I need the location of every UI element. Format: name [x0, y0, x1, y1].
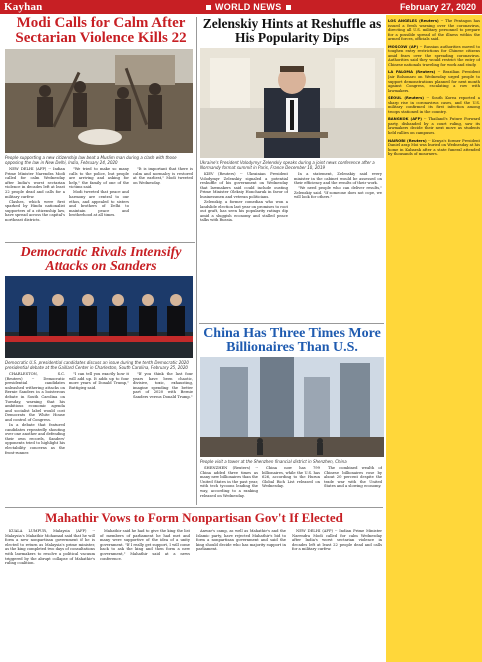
article-column: SHENZHEN (Reuters) -- China added three times as many new billionaires than the United States in the past year, with tech tycoons leading the way, according to a ranking released on Wednesday. [200, 466, 258, 498]
article-column: "It is important that there is calm and normalcy is restored at the earliest," Modi tweeted on Wednesday. [133, 167, 193, 185]
article-column: In a statement, Zelenskiy said every minister in the cabinet would be assessed on their efficiency and the results of their work. "We need people who can deliver results," Zelenskiy said. "If someone does not cope, we will look for others." [294, 172, 382, 200]
article-column: "I can tell you exactly how it will add up. It adds up to four more years of Donald Trump," Buttigieg said. [69, 372, 129, 390]
photo-caption: People supporting a new citizenship law beat a Muslim man during a clash with those opposing the law in New Delhi, India, February 24, 2020 [5, 155, 177, 165]
debate-photo [5, 276, 193, 358]
article-column: Anwar's camp, as well as Mahathir's and the Islamic party, have rejected Mahathir's bid to form a nonpartisan government and said the king should decide who has majority support in parliament. [196, 529, 286, 552]
article-column: CHARLESTON, S.C. (Reuters) -- Democratic presidential candidates unleashed withering attacks on Bernie Sanders in a boisterous debate in South Carolina on Tuesday, warning that his ambitious economic agenda and socialist label would cost Democrats the White House and control of Congress. In a debate that featured candidates repeatedly shouting over one another and defending their own records, Sanders' opponents tried to highlight his electability concerns as the front-runner. [5, 372, 65, 455]
headline-mahathir: Mahathir Vows to Form Nonpartisan Gov't If Elected [45, 510, 343, 525]
masthead-bar [0, 0, 482, 14]
headline-china-billionaires: China Has Three Times More Billionaires Than U.S. [203, 326, 381, 355]
news-in-brief-sidebar [386, 15, 482, 662]
brief-item: SEOUL (Reuters) -- South Korea reported a sharp rise in coronavirus cases, and the U.S. military confirmed its first infection among troops stationed in the country. [388, 96, 480, 114]
headline-zelenskiy: Zelenskiy Hints at Reshuffle as His Popularity Dips [202, 16, 382, 45]
headline-modi: Modi Calls for Calm After Sectarian Violence Kills 22 [15, 15, 187, 46]
photo-caption: People visit a tower at the Shenzhen financial district in Shenzhen, China [200, 459, 347, 464]
divider [5, 242, 195, 243]
square-bullet-icon [286, 5, 291, 10]
brief-item: LOS ANGELES (Reuters) -- The Pentagon has issued a fresh warning over the coronavirus, directing all U.S. military personnel to prepare for a possible spread of the illness within the armed forces, officials said. [388, 19, 480, 42]
article-column: KUALA LUMPUR, Malaysia (AFP) -- Malaysia's Mahathir Mohamad said that he will form a new nonpartisan government if he is elected to return as Malaysia's prime minister, as the king completed two days of consultations with lawmakers to resolve a political vacuum triggered by the abrupt collapse of Mahathir's ruling coalition. [5, 529, 95, 566]
brief-item: MOSCOW (AP) -- Russian authorities moved to toughen entry restrictions for Chinese citizens amid fears over the spreading coronavirus. Authorities said they would restrict the entry of Chinese nationals traveling for work and study. [388, 44, 480, 67]
article-column: The combined wealth of Chinese billionaires rose by about 20 percent despite the trade war with the United States and a slowing economy. [324, 466, 382, 489]
newspaper-logo: Kayhan [4, 1, 43, 13]
headline-democratic-rivals: Democratic Rivals Intensify Attacks on Sanders [20, 245, 182, 274]
article-column: "If you think the last four years have been chaotic, divisive, toxic, exhausting, imagine spending the better part of 2020 with Bernie Sanders versus Donald Trump." [133, 372, 193, 399]
article-column: NEW DELHI (AFP) -- Indian Prime Minister Narendra Modi called for calm Wednesday after India's worst sectarian violence in decades left at least 22 people dead and calls for a military curfew. Clashes, which were first sparked by Hindu nationalist supporters of a citizenship law, have spread across the capital's northeast districts. [5, 167, 65, 223]
article-column: NEW DELHI (AFP) -- Indian Prime Minister Narendra Modi called for calm Wednesday after India's worst sectarian violence in decades left at least 22 people dead and calls for a military curfew. [292, 529, 382, 552]
square-bullet-icon [206, 5, 211, 10]
article-column: KIEV (Reuters) -- Ukrainian President Volodymyr Zelenskiy signaled a potential reshuffle of his government on Wednesday that lawmakers said could include ousting Prime Minister Oleksiy Honcharuk in favor of businessmen and veteran politicians. Zelenskiy, a former comedian who won a landslide election last year on promises to root out graft, has seen his popularity ratings dip amid a sluggish economy and stalled peace talks with Russia. [200, 172, 288, 223]
issue-date: February 27, 2020 [399, 2, 476, 12]
column-divider [196, 17, 197, 505]
article-column: Mahathir said he had to give the king the list of members of parliament he had met and many were supportive of the idea of a unity government. "If I really get support, I will come back to ask the king and then form a new government," Mahathir said at a news conference. [100, 529, 190, 561]
shenzhen-photo [200, 357, 384, 457]
article-column: China now has 799 billionaires, while the U.S. has 626, according to the Hurun Global Rich List released on Wednesday. [262, 466, 320, 489]
article-column: "We tried to make so many calls to the police, but people are arriving and asking for help," the family of one of the victims said. Modi tweeted that peace and harmony are central to our ethos, and appealed to sisters and brothers of Delhi to maintain peace and brotherhood at all times. [69, 167, 129, 218]
photo-caption: Ukraine's President Volodymyr Zelenskiy speaks during a joint news conference after a Normandy format summit in Paris, France December 10, 2019 [200, 160, 375, 170]
section-title: WORLD NEWS [202, 2, 295, 12]
zelenskiy-photo [200, 48, 384, 158]
delhi-clash-photo [5, 49, 193, 153]
brief-item: LA PALOMA (Reuters) -- Brazilian President Jair Bolsonaro on Wednesday urged people to support demonstrations planned for next month against Congress, escalating a row with lawmakers. [388, 70, 480, 93]
photo-caption: Democratic U.S. presidential candidates discuss an issue during the tenth Democratic 2020 presidential debate at the Gaillard Center in Charleston, South Carolina, February 25, 2020 [5, 360, 189, 370]
divider [5, 507, 383, 508]
brief-item: NAIROBI (Reuters) -- Kenya's former President Daniel arap Moi was buried on Wednesday at his home in Kabarak after a state funeral attended by thousands of mourners. [388, 138, 480, 157]
divider [199, 323, 384, 324]
brief-item: BANGKOK (AFP) -- Thailand's Future Forward party, disbanded by a court ruling, saw its lawmakers decide their next move as students held rallies on campuses. [388, 117, 480, 136]
